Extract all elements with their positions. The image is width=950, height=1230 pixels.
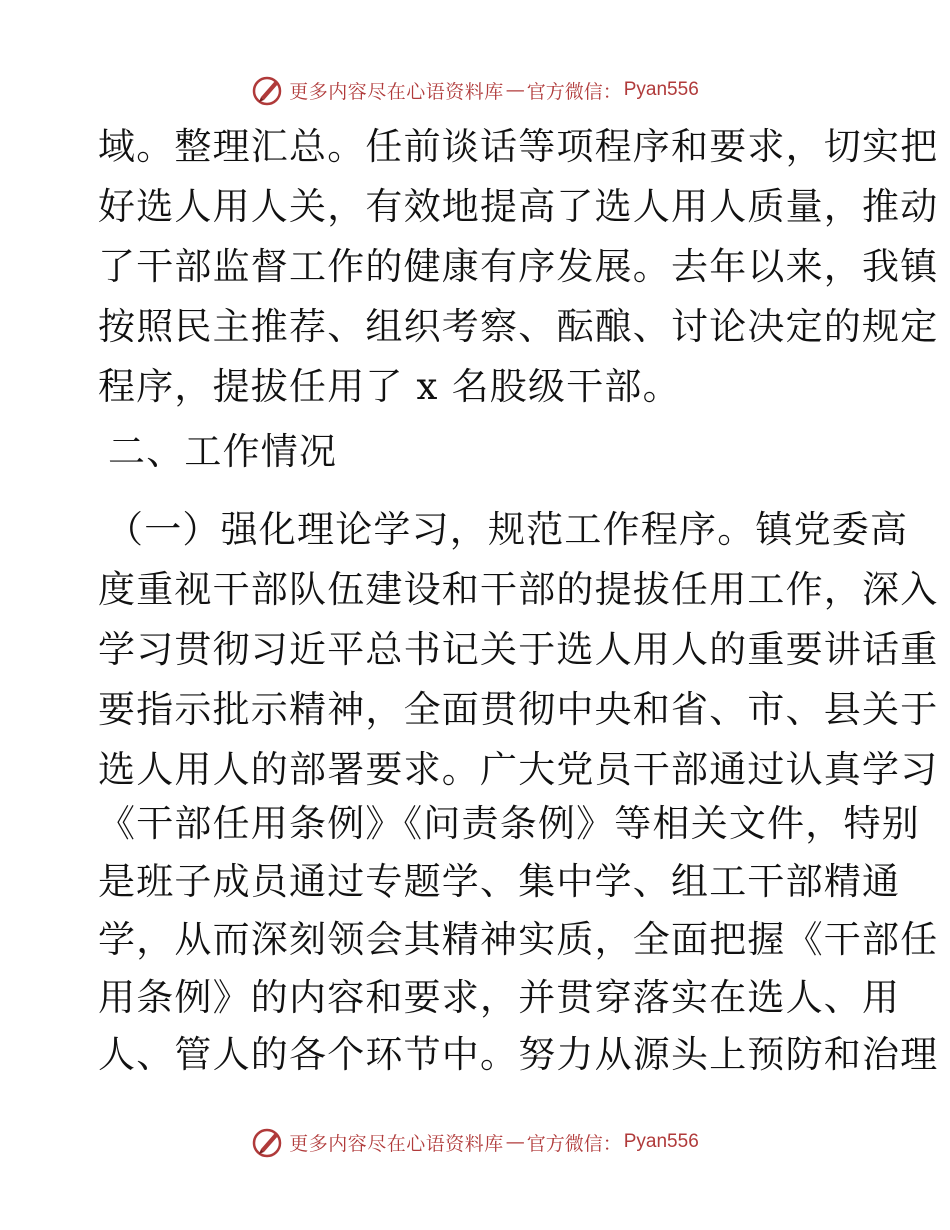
body-line: 学，从而深刻领会其精神实质，全面把握《干部任 xyxy=(98,918,939,961)
section-heading: 二、工作情况 xyxy=(108,430,338,473)
body-line: 程序，提拔任用了 x 名股级干部。 xyxy=(98,365,681,408)
watermark-id: Pyan556 xyxy=(623,79,699,100)
body-line: 是班子成员通过专题学、集中学、组工干部精通 xyxy=(98,860,901,903)
body-line: 人、管人的各个环节中。努力从源头上预防和治理 xyxy=(98,1033,939,1076)
watermark-label: 官方微信： xyxy=(526,80,622,103)
body-line: 要指示批示精神，全面贯彻中央和省、市、县关于 xyxy=(98,688,939,731)
footer-watermark xyxy=(0,1122,950,1162)
body-line: 学习贯彻习近平总书记关于选人用人的重要讲话重 xyxy=(98,628,939,671)
watermark-text: 更多内容尽在心语资料库 xyxy=(289,80,504,103)
body-line: 用条例》的内容和要求，并贯穿落实在选人、用 xyxy=(98,976,901,1019)
body-line: 好选人用人关，有效地提高了选人用人质量，推动 xyxy=(98,185,939,228)
watermark-dash: — xyxy=(505,1131,525,1153)
body-line: 度重视干部队伍建设和干部的提拔任用工作，深入 xyxy=(98,568,939,611)
watermark-text: 更多内容尽在心语资料库 xyxy=(289,1132,504,1155)
header-watermark xyxy=(0,70,950,110)
body-line: 了干部监督工作的健康有序发展。去年以来，我镇 xyxy=(98,245,939,288)
pen-logo-icon xyxy=(251,73,285,107)
body-line: 按照民主推荐、组织考察、酝酿、讨论决定的规定 xyxy=(98,305,939,348)
watermark-label: 官方微信： xyxy=(526,1132,622,1155)
body-line: 《干部任用条例》《问责条例》等相关文件，特别 xyxy=(98,802,920,845)
body-line: 选人用人的部署要求。广大党员干部通过认真学习 xyxy=(98,748,939,791)
body-line: 域。整理汇总。任前谈话等项程序和要求，切实把 xyxy=(98,125,939,168)
watermark-dash: — xyxy=(505,79,525,101)
subsection-paragraph-start: （一）强化理论学习，规范工作程序。镇党委高 xyxy=(106,508,909,551)
pen-logo-icon xyxy=(251,1125,285,1159)
watermark-id: Pyan556 xyxy=(623,1131,699,1152)
